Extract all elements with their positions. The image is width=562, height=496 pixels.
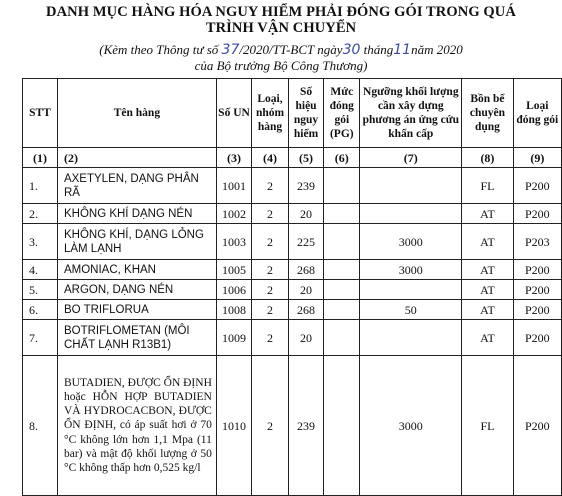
goods-name-cell: AMONIAC, KHAN — [57, 260, 216, 280]
index-cell: (3) — [216, 148, 251, 168]
row-number-cell: 1. — [23, 168, 58, 204]
packing-group-cell — [324, 280, 360, 300]
hazard-number-cell: 268 — [288, 300, 323, 320]
threshold-cell — [360, 204, 462, 224]
tank-cell: FL — [462, 168, 513, 204]
column-index-row — [23, 148, 562, 168]
index-cell: (2) — [57, 148, 216, 168]
tank-cell: AT — [462, 300, 513, 320]
threshold-cell — [360, 280, 462, 300]
subtitle-line-2: của Bộ trưởng Bộ Công Thương) — [194, 58, 368, 73]
class-cell: 2 — [252, 320, 289, 356]
un-number-cell: 1002 — [216, 204, 251, 224]
goods-name-cell: KHÔNG KHÍ, DẠNG LỎNG LÀM LẠNH — [57, 224, 216, 260]
un-number-cell: 1005 — [216, 260, 251, 280]
threshold-cell — [360, 320, 462, 356]
hazard-number-cell: 225 — [288, 224, 323, 260]
tank-cell: AT — [462, 320, 513, 356]
table-row — [23, 320, 562, 356]
table-row — [23, 204, 562, 224]
packing-group-cell — [324, 356, 360, 496]
title-line-2: TRÌNH VẬN CHUYỂN — [205, 20, 357, 36]
packing-type-cell: P200 — [513, 204, 561, 224]
hazard-number-cell: 239 — [288, 168, 323, 204]
packing-group-cell — [324, 320, 360, 356]
threshold-cell — [360, 168, 462, 204]
header-hazard-number: Số hiệu nguy hiểm — [288, 79, 323, 148]
goods-name-cell: BO TRIFLORUA — [57, 300, 216, 320]
header-name: Tên hàng — [57, 79, 216, 148]
header-packing-type: Loại đóng gói — [513, 79, 561, 148]
un-number-cell: 1001 — [216, 168, 251, 204]
index-cell: (7) — [360, 148, 462, 168]
table-row — [23, 260, 562, 280]
packing-type-cell: P200 — [513, 300, 561, 320]
hazard-number-cell: 20 — [288, 320, 323, 356]
row-number-cell: 2. — [23, 204, 58, 224]
class-cell: 2 — [252, 280, 289, 300]
header-class: Loại, nhóm hàng — [252, 79, 289, 148]
subtitle-part-a: (Kèm theo Thông tư số — [99, 42, 219, 57]
packing-type-cell: P200 — [513, 168, 561, 204]
packing-type-cell: P200 — [513, 280, 561, 300]
handwritten-day: 30 — [342, 42, 361, 58]
table-row — [23, 300, 562, 320]
row-number-cell: 4. — [23, 260, 58, 280]
row-number-cell: 5. — [23, 280, 58, 300]
packing-group-cell — [324, 260, 360, 280]
table-row — [23, 280, 562, 300]
title-line-1: DANH MỤC HÀNG HÓA NGUY HIỂM PHẢI ĐÓNG GÓI TRONG QUÁ — [46, 4, 516, 20]
goods-name-cell: KHÔNG KHÍ DẠNG NÉN — [57, 204, 216, 224]
hazard-number-cell: 20 — [288, 204, 323, 224]
packing-type-cell: P200 — [513, 260, 561, 280]
dangerous-goods-table — [22, 78, 562, 496]
packing-group-cell — [324, 204, 360, 224]
un-number-cell: 1010 — [216, 356, 251, 496]
un-number-cell: 1006 — [216, 280, 251, 300]
class-cell: 2 — [252, 300, 289, 320]
packing-group-cell — [324, 168, 360, 204]
subtitle-part-b: /2020/TT-BCT ngày — [239, 42, 343, 57]
row-number-cell: 8. — [23, 356, 58, 496]
tank-cell: AT — [462, 224, 513, 260]
tank-cell: FL — [462, 356, 513, 496]
row-number-cell: 3. — [23, 224, 58, 260]
index-cell: (9) — [513, 148, 561, 168]
header-stt: STT — [23, 79, 58, 148]
packing-group-cell — [324, 300, 360, 320]
threshold-cell: 3000 — [360, 356, 462, 496]
subtitle-part-c: tháng — [363, 42, 394, 57]
packing-type-cell: P200 — [513, 356, 561, 496]
hazard-number-cell: 268 — [288, 260, 323, 280]
goods-name-cell: ARGON, DẠNG NÉN — [57, 280, 216, 300]
hazard-number-cell: 239 — [288, 356, 323, 496]
header-packing-group: Mức đóng gói (PG) — [324, 79, 360, 148]
packing-group-cell — [324, 224, 360, 260]
index-cell: (6) — [324, 148, 360, 168]
packing-type-cell: P200 — [513, 320, 561, 356]
class-cell: 2 — [252, 356, 289, 496]
threshold-cell: 50 — [360, 300, 462, 320]
un-number-cell: 1003 — [216, 224, 251, 260]
index-cell: (1) — [23, 148, 58, 168]
header-threshold: Ngưỡng khối lượng cần xây dựng phương án ứng cứu khẩn cấp — [360, 79, 462, 148]
un-number-cell: 1008 — [216, 300, 251, 320]
header-un: Số UN — [216, 79, 251, 148]
row-number-cell: 7. — [23, 320, 58, 356]
index-cell: (8) — [462, 148, 513, 168]
index-cell: (5) — [288, 148, 323, 168]
goods-name-cell: AXETYLEN, DẠNG PHÂN RÃ — [57, 168, 216, 204]
class-cell: 2 — [252, 224, 289, 260]
packing-type-cell: P203 — [513, 224, 561, 260]
un-number-cell: 1009 — [216, 320, 251, 356]
threshold-cell: 3000 — [360, 260, 462, 280]
document-subtitle — [0, 42, 562, 58]
class-cell: 2 — [252, 204, 289, 224]
handwritten-month: 11 — [393, 42, 412, 58]
goods-name-cell: BUTADIEN, ĐƯỢC ỔN ĐỊNH hoặc HỖN HỢP BUTADIEN VÀ HYDROCACBON, ĐƯỢC ỔN ĐỊNH, có áp suất hơi ở 70 °C không lớn hơn 1,1 Mpa (11 bar) và mật độ khối lượng ở 50 °C không thấp hơn 0,525 kg/l — [57, 356, 216, 496]
table-row — [23, 224, 562, 260]
table-row — [23, 168, 562, 204]
threshold-cell: 3000 — [360, 224, 462, 260]
goods-name-cell: BOTRIFLOMETAN (MÔI CHẤT LẠNH R13B1) — [57, 320, 216, 356]
tank-cell: AT — [462, 280, 513, 300]
subtitle-part-d: năm 2020 — [411, 42, 463, 57]
handwritten-circular-number: 37 — [221, 42, 240, 58]
header-tank: Bồn bể chuyên dụng — [462, 79, 513, 148]
header-row — [23, 79, 562, 148]
class-cell: 2 — [252, 168, 289, 204]
tank-cell: AT — [462, 260, 513, 280]
index-cell: (4) — [252, 148, 289, 168]
hazard-number-cell: 20 — [288, 280, 323, 300]
class-cell: 2 — [252, 260, 289, 280]
row-number-cell: 6. — [23, 300, 58, 320]
tank-cell: AT — [462, 204, 513, 224]
table-row — [23, 356, 562, 496]
